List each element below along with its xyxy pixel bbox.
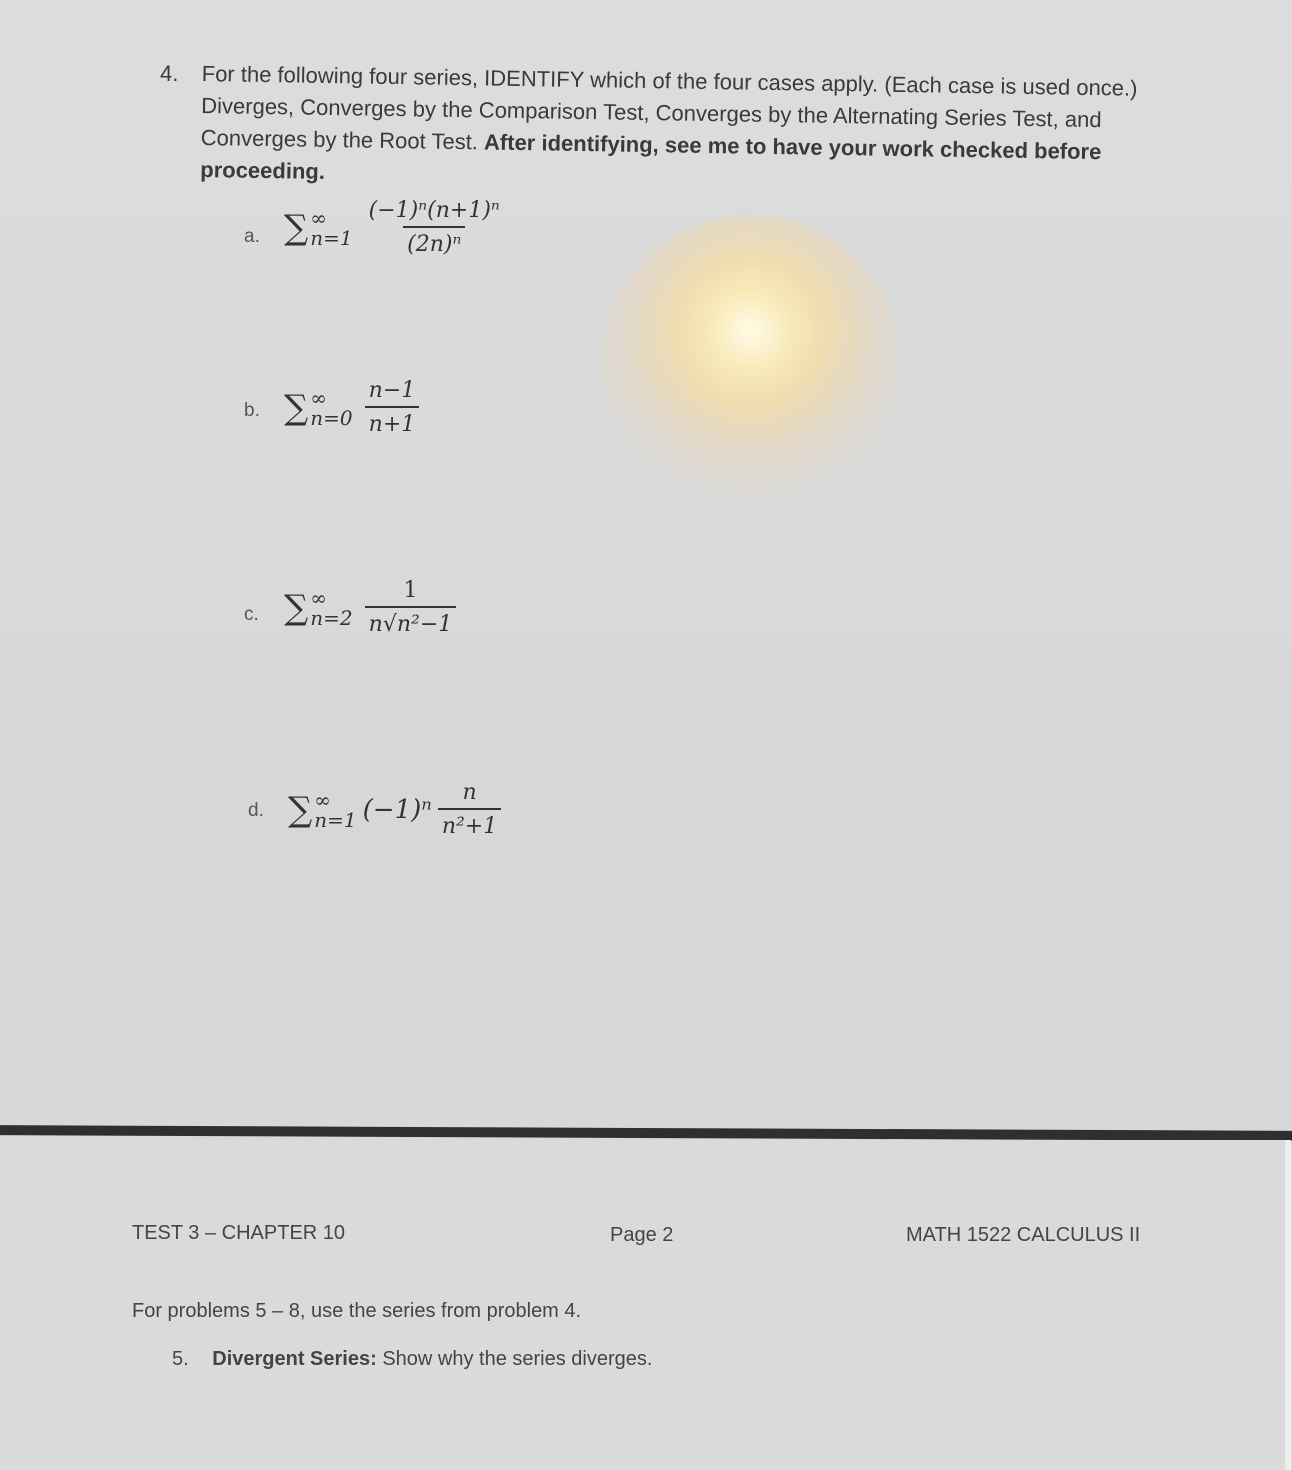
question-text — [200, 58, 1170, 201]
upper-limit: ∞ — [310, 385, 327, 410]
footer-page-number: Page 2 — [610, 1224, 674, 1246]
denominator: (2n)ⁿ — [403, 226, 465, 257]
upper-limit: ∞ — [310, 205, 327, 230]
denominator: n+1 — [365, 406, 420, 437]
light-glare — [600, 215, 900, 505]
lower-limit: n=1 — [310, 225, 353, 250]
question-5-heading: Divergent Series: — [212, 1348, 377, 1370]
lower-limit: n=2 — [310, 605, 353, 630]
sigma-symbol: ∑ — [284, 207, 309, 248]
denominator: n√n²−1 — [365, 606, 457, 637]
series-d-label: d. — [248, 800, 264, 821]
problems-intro: For problems 5 – 8, use the series from problem 4. — [132, 1300, 582, 1322]
sigma-symbol: ∑ — [288, 789, 313, 830]
question-5-number: 5. — [172, 1348, 189, 1370]
sigma-symbol: ∑ — [284, 387, 309, 428]
question-5 — [172, 1348, 652, 1371]
upper-limit: ∞ — [310, 585, 327, 610]
series-a-label: a. — [244, 226, 260, 247]
question-5-text: Show why the series diverges. — [376, 1348, 653, 1370]
lower-limit: n=0 — [310, 405, 353, 430]
upper-limit: ∞ — [314, 787, 331, 812]
question-instructions-bold: After identifying, see me to have your work checked before proceeding. — [200, 129, 1102, 184]
sigma-symbol: ∑ — [284, 587, 309, 628]
question-instructions: For the following four series, IDENTIFY which of the four cases apply. (Each case is used once.) Diverges, Converges by the Comparison Test, Converges by the Alternating Series Test, and Converges by the Root Test. — [200, 60, 1138, 155]
question-4 — [160, 58, 1170, 186]
denominator: n²+1 — [438, 808, 501, 839]
series-b-label: b. — [244, 400, 260, 421]
alternating-factor: (−1)ⁿ — [362, 794, 432, 825]
footer-right: MATH 1522 CALCULUS II — [906, 1224, 1141, 1246]
numerator: n — [462, 780, 477, 805]
series-c-label: c. — [244, 604, 259, 625]
footer-left: TEST 3 – CHAPTER 10 — [132, 1222, 346, 1244]
numerator: 1 — [403, 578, 418, 603]
numerator: (−1)ⁿ(n+1)ⁿ — [368, 198, 500, 223]
question-number: 4. — [160, 61, 179, 86]
lower-limit: n=1 — [314, 807, 357, 832]
numerator: n−1 — [368, 378, 416, 403]
